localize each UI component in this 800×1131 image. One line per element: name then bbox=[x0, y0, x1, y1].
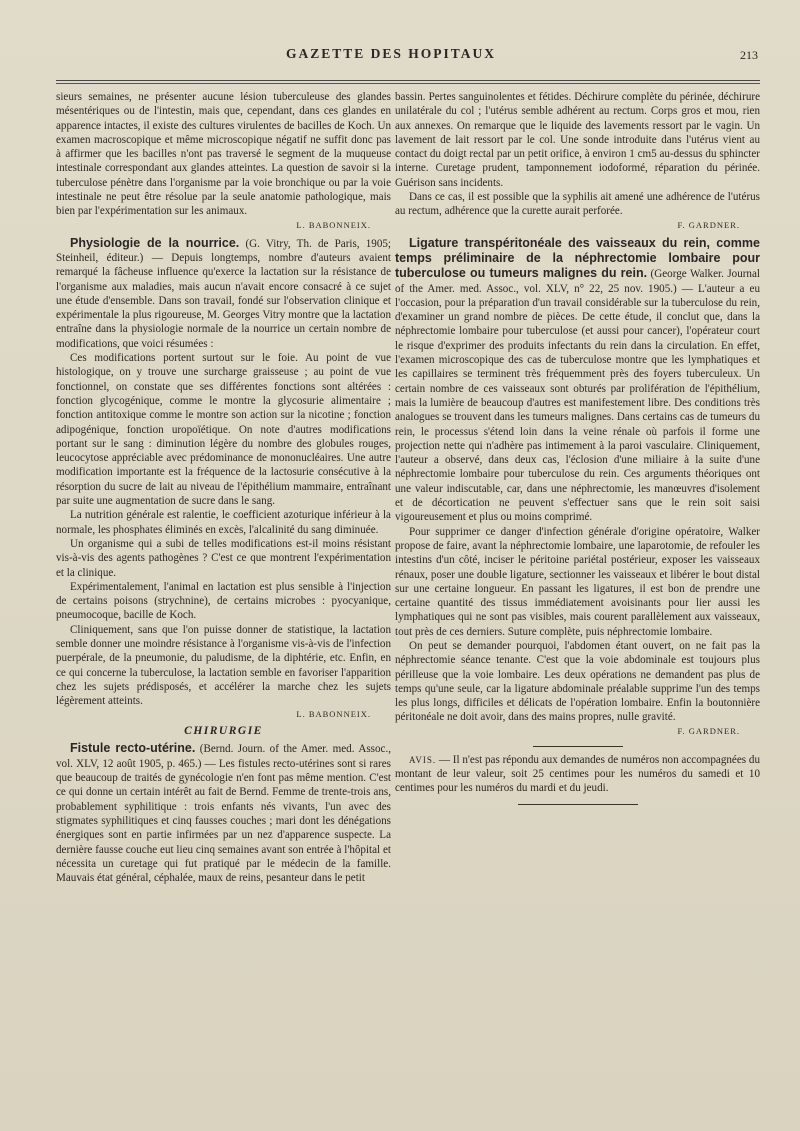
article-signature: F. GARDNER. bbox=[677, 725, 740, 736]
ornament-rule bbox=[533, 746, 623, 747]
paragraph: Cliniquement, sans que l'on puisse donner de statistique, la lactation semble donner une moindre résistance à l'organisme vis-à-vis de l'infection puerpérale, de la pneumonie, du paludisme, de la diphtérie, etc. Enfin, en ce qui concerne la tuberculose, la lactation semble en favoriser l'apparition chez les sujets prédisposés, et accélérer la marche chez les sujets légèrement atteints. bbox=[56, 623, 391, 708]
paragraph: Pour supprimer ce danger d'infection générale d'origine opératoire, Walker propose de faire, avant la néphrectomie lombaire, une laparotomie, de refouler les intestins d'un côté, inciser le péritoine pariétal postérieur, exposer les vaisseaux rénaux, poser une double ligature, sectionner les vaisseaux et libérer le bout distal sur une certaine longueur. En passant les ligatures, il est bon de prendre une certaine quantité des tissus immédiatement avoisinants pour lier aussi les lymphatiques qui ne sont pas visibles, mais courent parallèlement aux vaisseaux, tout près de ces derniers. Suture complète, puis néphrectomie lombaire. bbox=[395, 525, 760, 638]
paragraph: On peut se demander pourquoi, l'abdomen étant ouvert, on ne fait pas la néphrectomie séance tenante. C'est que la voie abdominale est toujours plus périlleuse que la voie lombaire. Les deux opérations ne demandent pas plus de temps qu'une seule, car la ligature abdominale préalable supprime l'un des temps les plus longs, difficiles et délicats de l'opération lombaire. Enfin la boutonnière péritonéale ne doit avoir, dans des mains propres, nulle gravité. bbox=[395, 639, 760, 724]
paragraph: bassin. Pertes sanguinolentes et fétides. Déchirure complète du périnée, déchirure unilatérale du col ; l'utérus semble adhérent au rectum. Corps gros et mou, rien aux annexes. On remarque que le liquide des lavements ressort par le vagin. Un lavement de lait ressort par le col. Une sonde introduite dans l'utérus vient au contact du doigt rectal par un petit orifice, à environ 1 cm5 au-dessus du sphincter interne. Curetage prudent, tamponnement iodoformé, réparation du périnée. Guérison sans incidents. bbox=[395, 91, 760, 189]
paragraph: Dans ce cas, il est possible que la syphilis ait amené une adhérence de l'utérus au rectum, adhérence que la curette aurait perforée. bbox=[395, 191, 760, 218]
left-column bbox=[56, 90, 391, 885]
article-title-nourrice: Physiologie de la nourrice. bbox=[70, 235, 240, 250]
ornament-rule bbox=[518, 804, 638, 805]
header-rule-thin bbox=[56, 83, 760, 84]
article-ref-fistule: (Bernd. Journ. of the Amer. med. Assoc., vol. XLV, 12 août 1905, p. 465.) — Les fistules recto-utérines sont si rares que beaucoup de traités de gynécologie n'en font pas même mention. C'est ce qui donne un certain intérêt au fait de Bernd. Femme de trente-trois ans, probablement syphilitique : trois enfants nés vivants, l'un avec des stigmates syphilitiques et cinq fausses couches ; mari dont les dénégations énergiques sont en partie infirmées par un nez d'apparence suspecte. La dernière fausse couche eut lieu cinq semaines avant son entrée à l'hôpital et nécessita un curetage qui fut pratiqué par le médecin de la famille. Mauvais état général, céphalée, maux de reins, pesanteur dans le petit bbox=[56, 743, 391, 885]
avis-text: — Il n'est pas répondu aux demandes de numéros non accompagnées du montant de leur valeur, soit 25 centimes pour les numéros du samedi et 10 centimes pour les numéros du mardi et du jeudi. bbox=[395, 753, 760, 795]
header-rule bbox=[56, 80, 760, 81]
avis-notice bbox=[395, 753, 760, 796]
paragraph: Un organisme qui a subi de telles modifications est-il moins résistant vis-à-vis des agents pathogènes ? C'est ce que montrent l'expérimentation et la clinique. bbox=[56, 537, 391, 579]
article-ref-nourrice: (G. Vitry, Th. de Paris, 1905; Steinheil, éditeur.) — Depuis longtemps, nombre d'auteurs avaient remarqué la fâcheuse influence qu'exerce la lactation sur la résistance de l'organisme aux maladies, mais aucun n'avait encore consacré à ce sujet une étude d'ensemble. Dans son travail, fondé sur l'observation clinique et expérimentale la plus rigoureuse, M. Georges Vitry montre que la lactation entraîne dans la physiologie normale de la nourrice un certain nombre de modifications, que voici résumées : bbox=[56, 237, 391, 350]
paragraph: La nutrition générale est ralentie, le coefficient azoturique inférieur à la normale, les phosphates éliminés en excès, l'alcalinité du sang diminuée. bbox=[56, 509, 391, 536]
page-number: 213 bbox=[740, 48, 758, 62]
article-title-fistule: Fistule recto-utérine. bbox=[70, 741, 196, 756]
article-signature: F. GARDNER. bbox=[677, 219, 740, 230]
article-nourrice bbox=[56, 236, 391, 351]
avis-label: AVIS. bbox=[409, 754, 437, 765]
paragraph: Ces modifications portent surtout sur le foie. Au point de vue histologique, on y trouve une surcharge graisseuse ; au point de vue fonctionnel, on constate que ses différentes fonctions sont altérées : fonction glycogénique, comme le montre la glycosurie alimentaire ; fonction antitoxique comme le montre son action sur la nicotine ; fonction adipogénique, fonction uropoïétique. On note d'autres modifications portant sur le sang : diminution légère du nombre des globules rouges, leucocytose appréciable avec prédominance de mononucléaires. Une autre modification importante est la fréquence de la lactosurie consécutive à la résorption du sucre de lait au niveau de l'épithélium mammaire, entraînant par suite une augmentation de sucre dans le sang. bbox=[56, 352, 391, 508]
article-fistule bbox=[56, 741, 391, 885]
article-title-ligature: Ligature transpéritonéale des vaisseaux du rein, comme temps préliminaire de la néphrectomie lombaire pour tuberculose ou tumeurs malignes du rein. bbox=[395, 235, 760, 281]
right-column bbox=[395, 90, 760, 885]
article-ref-ligature: (George Walker. Journal of the Amer. med. Assoc., vol. XLV, n° 22, 25 nov. 1905.) — L'auteur a eu l'occasion, pour la préparation d'un travail considérable sur la tuberculose du rein, d'examiner un grand nombre de pièces. De cette étude, il conclut que, dans la néphrectomie lombaire pour tuberculose (et aussi pour cancer), l'opérateur court le risque d'exprimer des produits infectants du rein dans la circulation. En effet, l'examen microscopique des cas de tuberculose montre que les lymphatiques et les capillaires se terminent très fréquemment près des foyers tuberculeux. Un certain nombre de ces vaisseaux sont obturés par prolifération de l'épithélium, mais la lumière de beaucoup d'autres est manifestement libre. Des conditions très analogues se trouvent dans les tumeurs malignes. Dans certains cas de tumeurs du rein, le processus s'étend loin dans la veine rénale où parfois il forme une projection nette qui n'adhère pas intimement à la paroi vasculaire. Cliniquement, l'auteur a observé, dans deux cas, l'éclosion d'une miliaire à la suite d'une néphrectomie lombaire pour tuberculose du rein. Ces arguments théoriques ont une valeur indiscutable, car, dans une néphrectomie, les manœuvres d'isolement et de décortication ne peuvent s'effectuer sans que le rein soit saisi vigoureusement et plus ou moins comprimé. bbox=[395, 268, 760, 524]
intro-paragraph: sieurs semaines, ne présenter aucune lésion tuberculeuse des glandes mésentériques ou de l'intestin, mais que, cependant, dans ces glandes en apparence intactes, il existe des cultures virulentes de bacilles de Koch. Un examen macroscopique et même microscopique négatif ne suffit donc pas à affirmer que les bacilles n'ont pas traversé le segment de la muqueuse intestinale correspondant aux glandes atteintes. La question de savoir si la tuberculose pénètre dans l'organisme par la voie bronchique ou par la voie intestinale ne peut être résolue par la seule anatomie pathologique, mais bien par l'expérimentation sur les animaux. bbox=[56, 91, 391, 218]
paragraph: Expérimentalement, l'animal en lactation est plus sensible à l'injection de certains poisons (strychnine), de certains microbes : pyocyanique, pneumocoque, bacille de Koch. bbox=[56, 580, 391, 622]
article-ligature bbox=[395, 236, 760, 525]
intro-signature: L. BABONNEIX. bbox=[296, 219, 371, 230]
two-columns bbox=[56, 90, 760, 885]
page-header bbox=[56, 46, 760, 72]
section-heading: CHIRURGIE bbox=[184, 725, 263, 738]
running-title: GAZETTE DES HOPITAUX bbox=[286, 46, 497, 61]
article-signature: L. BABONNEIX. bbox=[296, 709, 371, 720]
